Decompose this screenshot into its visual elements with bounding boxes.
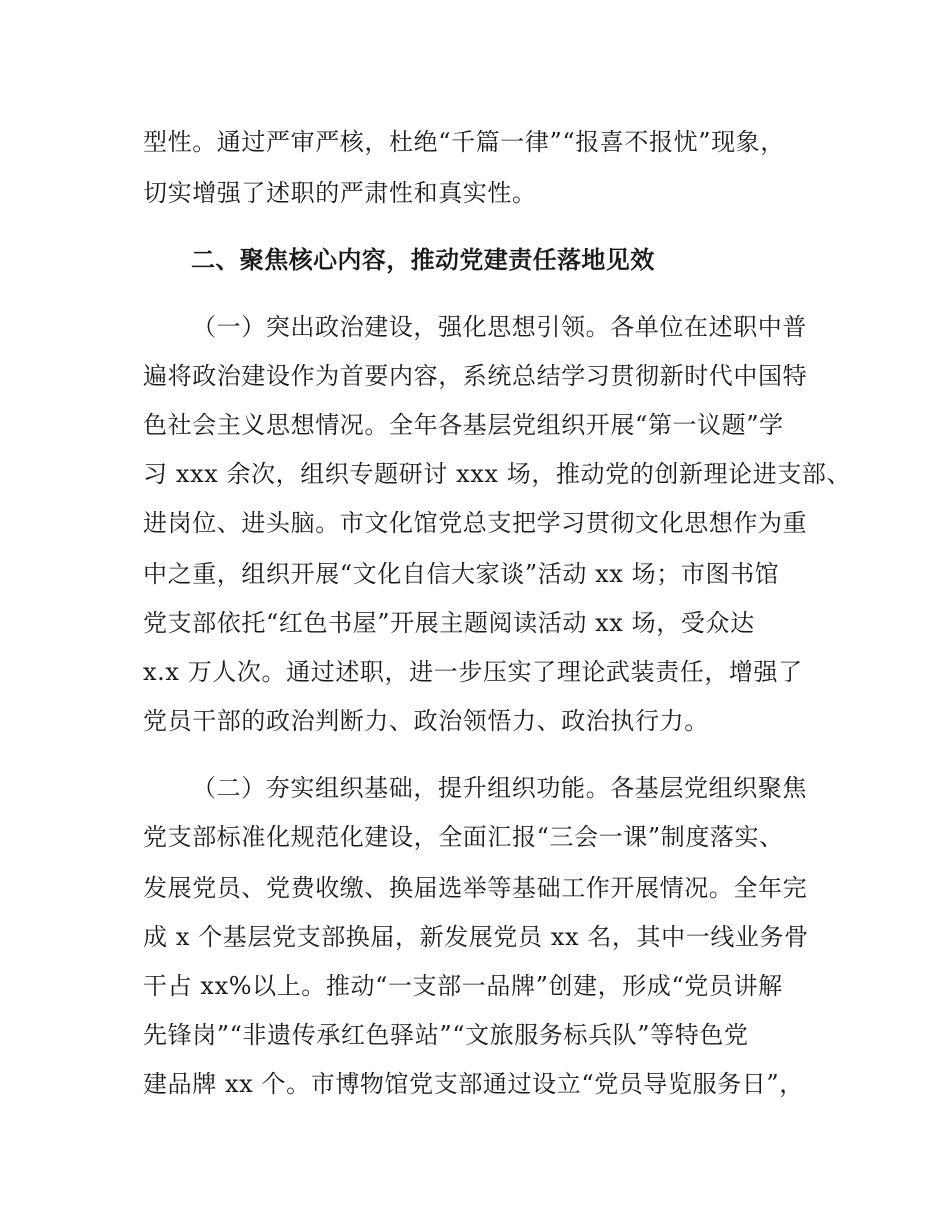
body-text-line: 党员干部的政治判断力、政治领悟力、政治执行力。 [143, 707, 709, 735]
section-heading: 二、聚焦核心内容，推动党建责任落地见效 [191, 246, 655, 274]
body-text-line: 党支部标准化规范化建设，全面汇报“三会一课”制度落实、 [143, 823, 784, 851]
body-text-line: x.x 万人次。通过述职，进一步压实了理论武装责任，增强了 [143, 658, 803, 686]
body-text-line: 发展党员、党费收缴、换届选举等基础工作开展情况。全年完 [143, 874, 808, 902]
body-text-line: 切实增强了述职的严肃性和真实性。 [143, 179, 537, 207]
body-text-line: 中之重，组织开展“文化自信大家谈”活动 xx 场；市图书馆 [143, 560, 780, 588]
body-text-line: 遍将政治建设作为首要内容，系统总结学习贯彻新时代中国特 [143, 362, 808, 390]
body-text-line: 先锋岗”“非遗传承红色驿站”“文旅服务标兵队”等特色党 [143, 1021, 749, 1049]
body-text-line: 型性。通过严审严核，杜绝“千篇一律”“报喜不报忧”现象， [143, 128, 785, 156]
body-text-line: 进岗位、进头脑。市文化馆党总支把学习贯彻文化思想作为重 [143, 509, 808, 537]
body-text-line: 成 x 个基层党支部换届，新发展党员 xx 名，其中一线业务骨 [143, 923, 809, 951]
paragraph-first-line: （一）突出政治建设，强化思想引领。各单位在述职中普 [192, 313, 807, 341]
body-text-line: 党支部依托“红色书屋”开展主题阅读活动 xx 场，受众达 [143, 609, 755, 637]
body-text-line: 建品牌 xx 个。市博物馆党支部通过设立“党员导览服务日”， [143, 1070, 804, 1098]
paragraph-first-line: （二）夯实组织基础，提升组织功能。各基层党组织聚焦 [192, 774, 807, 802]
body-text-line: 色社会主义思想情况。全年各基层党组织开展“第一议题”学 [143, 411, 784, 439]
body-text-line: 干占 xx%以上。推动“一支部一品牌”创建，形成“党员讲解 [143, 972, 783, 1000]
body-text-line: 习 xxx 余次，组织专题研讨 xxx 场，推动党的创新理论进支部、 [143, 460, 852, 488]
